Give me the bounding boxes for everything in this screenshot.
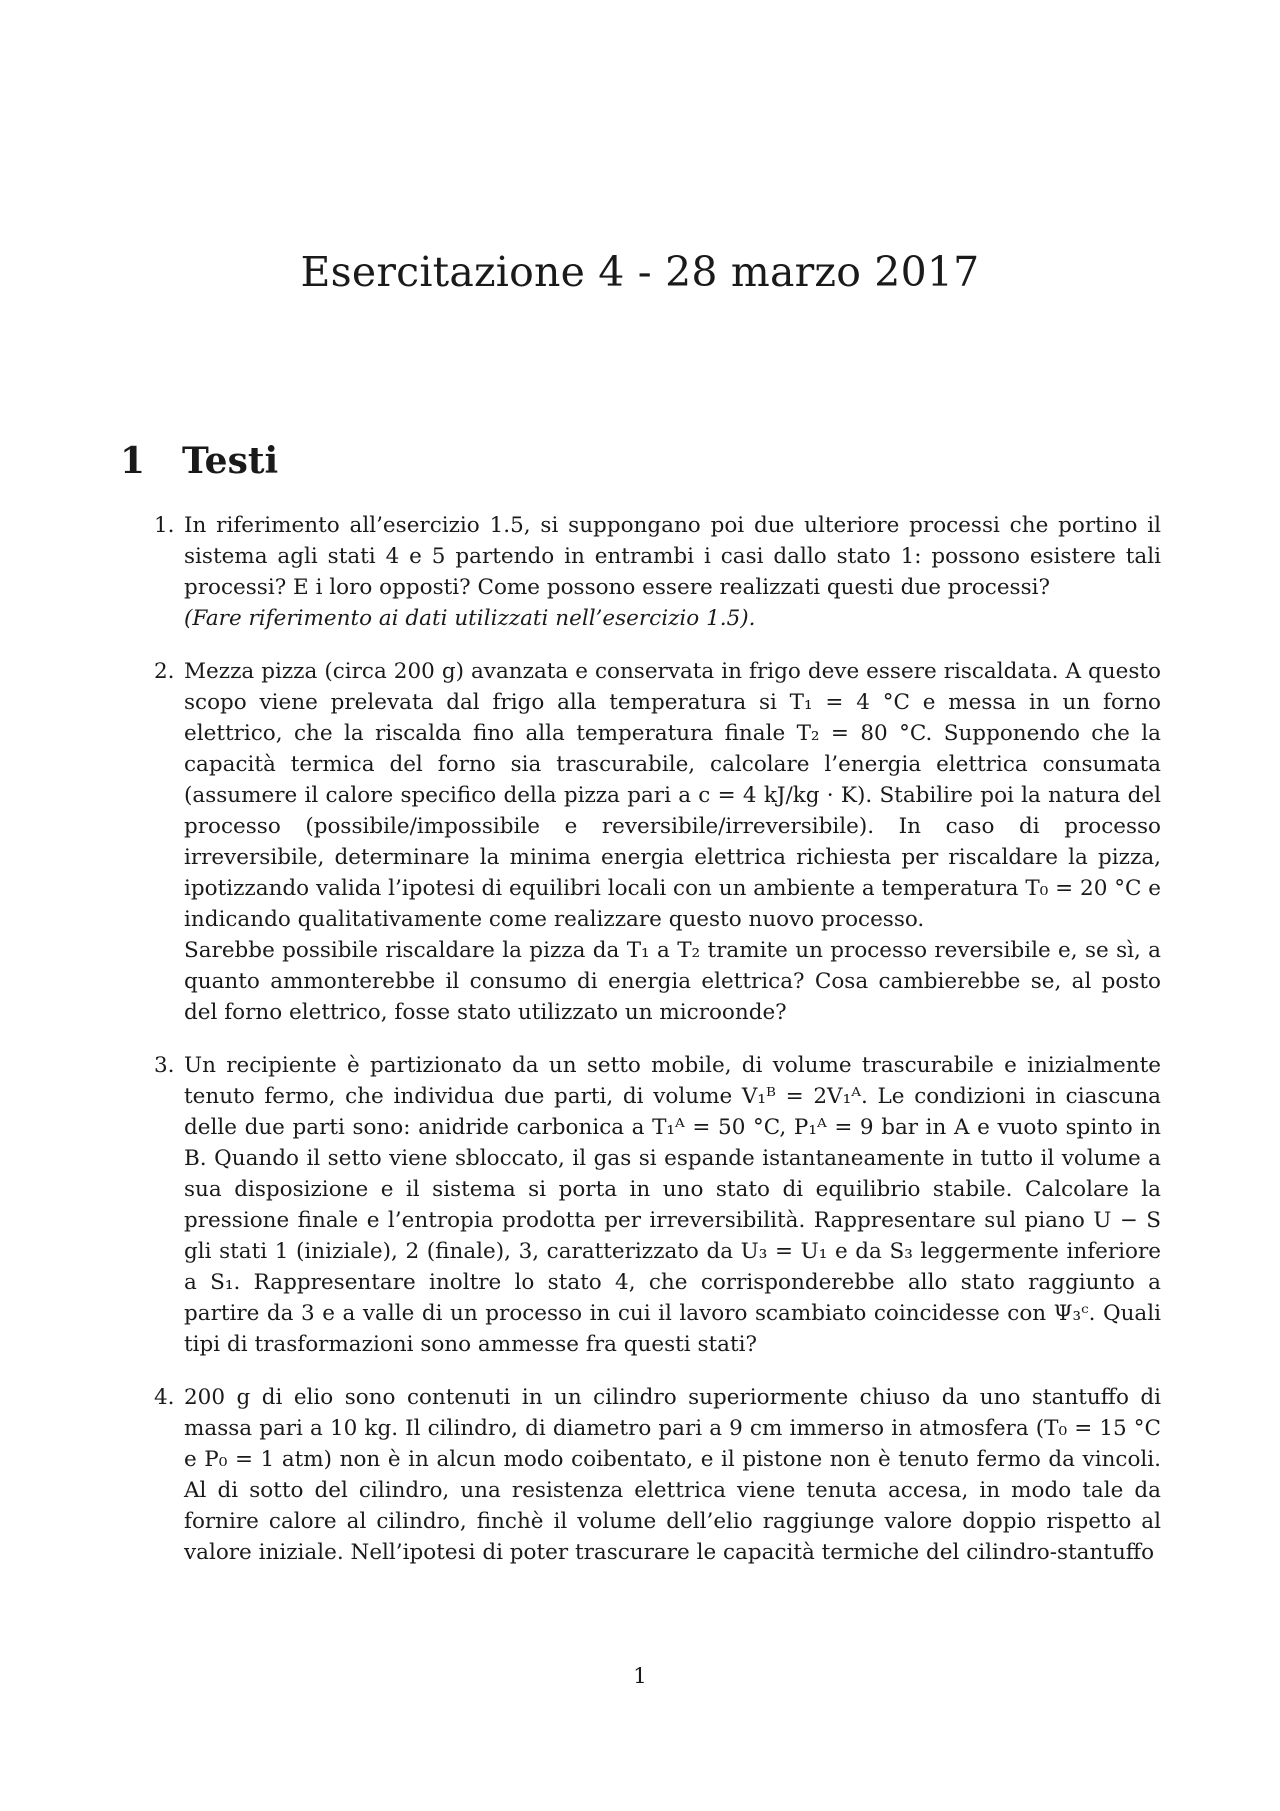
exercise-number: 2. — [154, 659, 175, 684]
page-number: 1 — [633, 1664, 647, 1689]
section-heading — [120, 440, 278, 482]
exercise-note: (Fare riferimento ai dati utilizzati nell’esercizio 1.5). — [184, 606, 756, 631]
document-title: Esercitazione 4 - 28 marzo 2017 — [300, 248, 980, 296]
exercise-text-continued: Sarebbe possibile riscaldare la pizza da T₁ a T₂ tramite un processo reversibile e, se sì, a quanto ammonterebbe il consumo di energia elettrica? Cosa cambierebbe se, al posto del forno elettrico, fosse stato utilizzato un microonde? — [184, 938, 1161, 1025]
exercise-text: 200 g di elio sono contenuti in un cilindro superiormente chiuso da uno stantuffo di massa pari a 10 kg. Il cilindro, di diametro pari a 9 cm immerso in atmosfera (T₀ = 15 °C e P₀ = 1 atm) non è in alcun modo coibentato, e il pistone non è tenuto fermo da vincoli. Al di sotto del cilindro, una resistenza elettrica viene tenuta accesa, in modo tale da fornire calore al cilindro, finchè il volume dell’elio raggiunge valore doppio rispetto al valore iniziale. Nell’ipotesi di poter trascurare le capacità termiche del cilindro-stantuffo — [184, 1385, 1161, 1565]
exercise-item — [154, 1050, 1161, 1360]
exercise-item — [154, 1382, 1161, 1568]
exercise-text: In riferimento all’esercizio 1.5, si suppongano poi due ulteriore processi che portino il sistema agli stati 4 e 5 partendo in entrambi i casi dallo stato 1: possono esistere tali processi? E i loro opposti? Come possono essere realizzati questi due processi? — [184, 513, 1161, 600]
exercise-text: Un recipiente è partizionato da un setto mobile, di volume trascurabile e inizialmente tenuto fermo, che individua due parti, di volume V₁ᴮ = 2V₁ᴬ. Le condizioni in ciascuna delle due parti sono: anidride carbonica a T₁ᴬ = 50 °C, P₁ᴬ = 9 bar in A e vuoto spinto in B. Quando il setto viene sbloccato, il gas si espande istantaneamente in tutto il volume a sua disposizione e il sistema si porta in uno stato di equilibrio stabile. Calcolare la pressione finale e l’entropia prodotta per irreversibilità. Rappresentare sul piano U − S gli stati 1 (iniziale), 2 (finale), 3, caratterizzato da U₃ = U₁ e da S₃ leggermente inferiore a S₁. Rappresentare inoltre lo stato 4, che corrisponderebbe allo stato raggiunto a partire da 3 e a valle di un processo in cui il lavoro scambiato coincidesse con Ψ₃ᶜ. Quali tipi di trasformazioni sono ammesse fra questi stati? — [184, 1053, 1161, 1357]
section-title: Testi — [182, 440, 279, 482]
exercise-number: 4. — [154, 1385, 175, 1410]
exercise-number: 1. — [154, 513, 175, 538]
exercise-item — [154, 510, 1161, 634]
exercise-list — [154, 510, 1161, 1590]
section-number: 1 — [120, 440, 146, 482]
exercise-number: 3. — [154, 1053, 175, 1078]
exercise-item — [154, 656, 1161, 1028]
exercise-text: Mezza pizza (circa 200 g) avanzata e conservata in frigo deve essere riscaldata. A questo scopo viene prelevata dal frigo alla temperatura si T₁ = 4 °C e messa in un forno elettrico, che la riscalda fino alla temperatura finale T₂ = 80 °C. Supponendo che la capacità termica del forno sia trascurabile, calcolare l’energia elettrica consumata (assumere il calore specifico della pizza pari a c = 4 kJ/kg · K). Stabilire poi la natura del processo (possibile/impossibile e reversibile/irreversibile). In caso di processo irreversibile, determinare la minima energia elettrica richiesta per riscaldare la pizza, ipotizzando valida l’ipotesi di equilibri locali con un ambiente a temperatura T₀ = 20 °C e indicando qualitativamente come realizzare questo nuovo processo. — [184, 659, 1161, 932]
